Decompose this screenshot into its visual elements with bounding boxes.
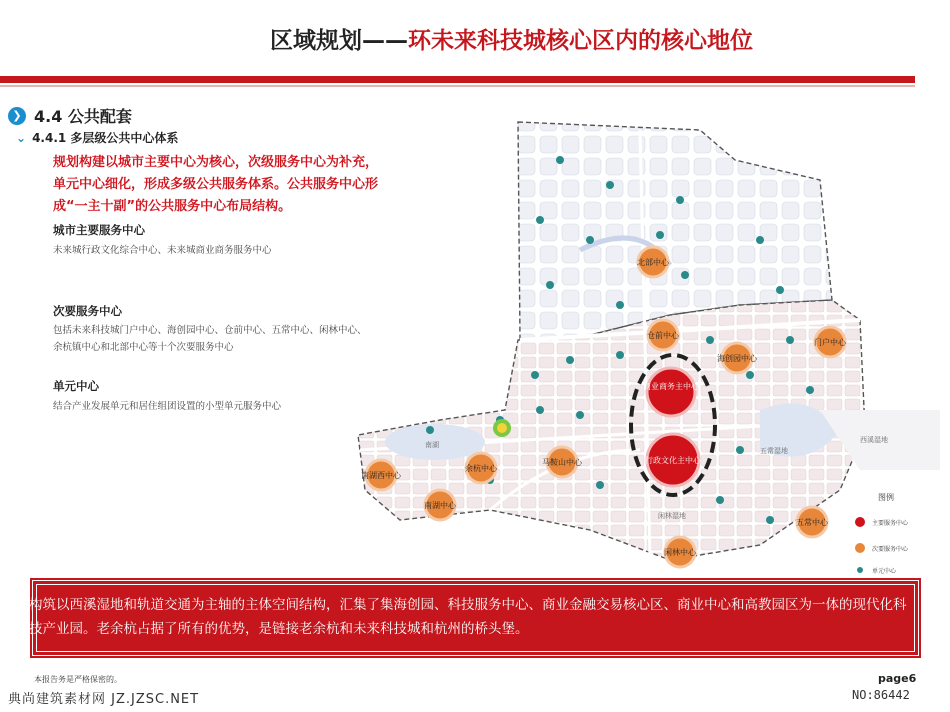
- chevron-down-icon: ⌄: [16, 130, 27, 145]
- sub-center-label: 南湖西中心: [361, 471, 401, 480]
- map-legend: [855, 492, 909, 575]
- block-heading-unit: 单元中心: [53, 379, 99, 393]
- subsection-heading: [16, 129, 178, 146]
- summary-banner: [29, 580, 919, 656]
- sub-center-label: 海创园中心: [717, 354, 757, 363]
- title-highlight: 环未来科技城核心区内的核心地位: [408, 28, 753, 54]
- header-divider-thin: [0, 85, 915, 87]
- place-label: 闲林湿地: [658, 512, 686, 520]
- main-center-commerce-label: 商业商务主中心: [643, 382, 699, 391]
- place-label: 五常湿地: [760, 447, 788, 455]
- page-number: page6: [878, 672, 917, 685]
- block-text-unit: 结合产业发展单元和居住组团设置的小型单元服务中心: [53, 401, 282, 412]
- place-label: 西溪湿地: [860, 436, 888, 444]
- planning-map: [340, 90, 940, 590]
- sub-center-label: 闲林中心: [664, 548, 696, 557]
- legend-label: 主要服务中心: [872, 520, 909, 527]
- chevron-right-icon: ❯: [8, 107, 26, 125]
- header-divider: [0, 76, 915, 83]
- main-center-admin: [645, 434, 702, 486]
- legend-label: 次要服务中心: [872, 546, 909, 553]
- intro-text: 规划构建以城市主要中心为核心，次级服务中心为补充，单元中心细化，形成多级公共服务体系。公共服务中心形成“一主十副”的公共服务中心布局结构。: [53, 155, 379, 214]
- subsection-title: 4.4.1 多层级公共中心体系: [32, 131, 179, 145]
- page-title: [270, 22, 753, 55]
- title-main: 区域规划——: [270, 28, 408, 54]
- sub-center-label: 仓前中心: [647, 331, 679, 340]
- legend-title: 图例: [878, 493, 894, 502]
- watermark-right: NO:86442: [852, 688, 910, 702]
- sub-center-label: 门户中心: [814, 338, 846, 347]
- place-label: 南湖: [425, 441, 439, 449]
- summary-text: 构筑以西溪湿地和轨道交通为主轴的主体空间结构，汇集了集海创园、科技服务中心、商业金融交易核心区、商业中心和高教园区为一体的现代化科技产业园。老余杭占据了所有的优势，是链接老余杭和未来科技城和杭州的桥头堡。: [29, 597, 907, 637]
- block-text-main: 未来城行政文化综合中心、未来城商业商务服务中心: [53, 245, 272, 256]
- section-heading: [8, 104, 132, 127]
- sub-center-label: 余杭中心: [465, 464, 497, 473]
- section-number: 4.4 公共配套: [34, 107, 132, 126]
- sub-center-label: 北部中心: [637, 258, 669, 267]
- watermark-left: 典尚建筑素材网 JZ.JZSC.NET: [8, 692, 200, 707]
- sub-center-label: 马鞍山中心: [542, 458, 582, 467]
- main-center-admin-label: 行政文化主中心: [645, 456, 701, 465]
- block-heading-main: 城市主要服务中心: [53, 223, 145, 237]
- confidential-note: 本报告务是严格保密的。: [34, 675, 122, 684]
- block-text-secondary: 包括未来科技城门户中心、海创园中心、仓前中心、五常中心、闲林中心、余杭镇中心和北部中心等十个次要服务中心: [53, 325, 367, 353]
- sub-center-label: 五常中心: [796, 518, 828, 527]
- block-heading-secondary: 次要服务中心: [53, 304, 122, 318]
- location-marker-icon: [493, 419, 511, 437]
- legend-label: 单元中心: [872, 568, 897, 575]
- sub-center-label: 南湖中心: [424, 501, 456, 510]
